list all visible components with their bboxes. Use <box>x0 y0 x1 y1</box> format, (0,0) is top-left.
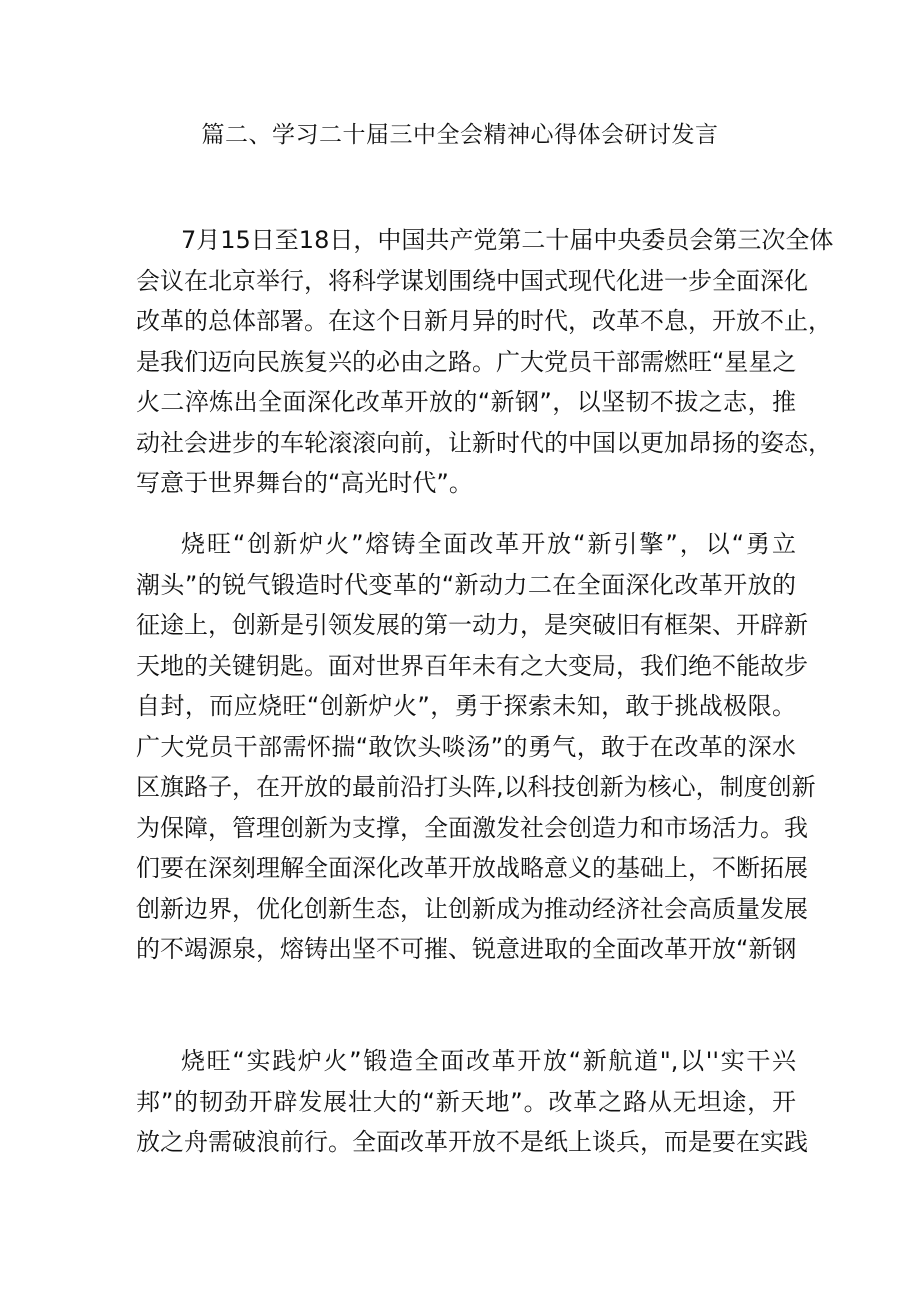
text-line: 天地的关键钥匙。面对世界百年未有之大变局，我们绝不能故步 <box>136 651 808 680</box>
text-line: 烧旺“实践炉火”锻造全面改革开放“新航道",以''实干兴 <box>181 1047 796 1075</box>
text-line: 放之舟需破浪前行。全面改革开放不是纸上谈兵，而是要在实践 <box>136 1128 808 1156</box>
paragraph-2 <box>136 524 816 970</box>
text-line: 火二淬炼出全面深化改革开放的“新钢”，以坚韧不拔之志，推 <box>136 388 796 416</box>
text-line: 是我们迈向民族复兴的必由之路。广大党员干部需燃旺“星星之 <box>136 347 797 376</box>
text-line: 潮头”的锐气锻造时代变革的“新动力二在全面深化改革开放的 <box>136 570 796 599</box>
text-line: 的不竭源泉，熔铸出坚不可摧、锐意进取的全面改革开放“新钢 <box>136 935 797 963</box>
text-line: 烧旺“创新炉火”熔铸全面改革开放“新引擎”，以“勇立 <box>181 530 796 558</box>
text-line: 为保障，管理创新为支撑，全面激发社会创造力和市场活力。我 <box>136 813 808 842</box>
text-line: 广大党员干部需怀揣“敢饮头啖汤”的勇气，敢于在改革的深水 <box>136 732 796 761</box>
text-line: 写意于世界舞台的“高光时代”。 <box>136 469 473 497</box>
text-line: 邦”的韧劲开辟发展壮大的“新天地”。改革之路从无坦途，开 <box>136 1087 796 1116</box>
text-line: 自封，而应烧旺“创新炉火”，勇于探索未知，敢于挑战极限。 <box>136 692 796 720</box>
text-line: 区旗路子，在开放的最前沿打头阵,以科技创新为核心，制度创新 <box>136 773 816 801</box>
text-line: 征途上，创新是引领发展的第一动力，是突破旧有框架、开辟新 <box>136 611 808 639</box>
paragraph-1 <box>136 220 834 504</box>
text-line: 创新边界，优化创新生态，让创新成为推动经济社会高质量发展 <box>136 894 808 923</box>
paragraph-3 <box>136 1041 808 1163</box>
document-title: 篇二、学习二十届三中全会精神心得体会研讨发言 <box>201 122 719 148</box>
text-line: 7月15日至18日，中国共产党第二十届中央委员会第三次全体 <box>181 226 834 254</box>
text-line: 改革的总体部署。在这个日新月异的时代，改革不息，开放不止， <box>136 307 832 335</box>
text-line: 会议在北京举行，将科学谋划围绕中国式现代化进一步全面深化 <box>136 266 808 295</box>
text-line: 动社会进步的车轮滚滚向前，让新时代的中国以更加昂扬的姿态， <box>136 428 832 457</box>
text-line: 们要在深刻理解全面深化改革开放战略意义的基础上，不断拓展 <box>136 854 808 882</box>
